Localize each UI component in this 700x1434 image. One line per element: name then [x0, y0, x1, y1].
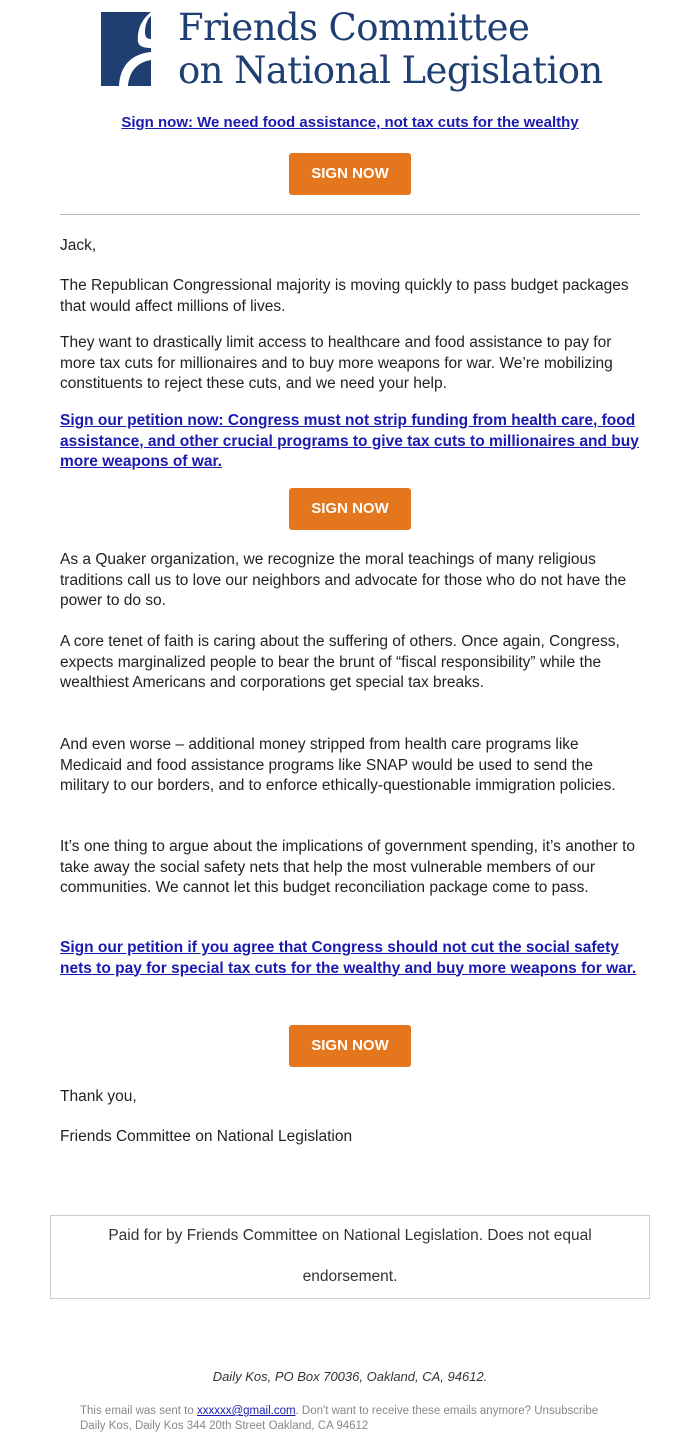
paragraph-2: They want to drastically limit access to healthcare and food assistance to pay for more tax cuts for millionaires and to buy more weapons for war. We’re mobilizing constituents to reject these cuts, and we need your help.: [60, 334, 613, 392]
paragraph-1: The Republican Congressional majority is moving quickly to pass budget packages that would affect millions of lives.: [60, 277, 629, 315]
disclaimer-line-1: Paid for by Friends Committee on National Legislation. Does not equal: [108, 1227, 592, 1244]
sign-now-button-1[interactable]: SIGN NOW: [289, 153, 411, 195]
mailing-address: Daily Kos, PO Box 70036, Oakland, CA, 94612.: [212, 1369, 488, 1384]
disclaimer-line-2: endorsement.: [302, 1268, 398, 1285]
sign-now-button-3[interactable]: SIGN NOW: [289, 1025, 411, 1067]
email-footer: [80, 1404, 680, 1434]
recipient-email-link[interactable]: xxxxxx@gmail.com: [196, 1405, 296, 1417]
paragraph-6: It’s one thing to argue about the implications of government spending, it’s another to take away the social safety nets that help the most vulnerable members of our communities. We cannot let this budget reconciliation package come to pass.: [60, 838, 636, 896]
footer-line-2: Daily Kos, Daily Kos 344 20th Street Oakland, CA 94612: [80, 1420, 369, 1432]
sign-now-button-2[interactable]: SIGN NOW: [289, 488, 411, 530]
divider: [60, 214, 640, 215]
paragraph-5: And even worse – additional money stripped from health care programs like Medicaid and food assistance programs like SNAP would be used to send the military to our borders, and to enforce ethically-questionable immigration policies.: [60, 736, 616, 794]
logo-wordmark: [178, 6, 603, 92]
petition-link-2[interactable]: Sign our petition if you agree that Congress should not cut the social safety nets to pay for special tax cuts for the wealthy and buy more weapons for war.: [60, 939, 637, 977]
logo-line-1: Friends Committee: [178, 6, 530, 49]
fcnl-logo-mark-icon: [101, 12, 151, 86]
footer-unsubscribe-text[interactable]: . Don't want to receive these emails anymore? Unsubscribe: [295, 1405, 599, 1417]
greeting: Jack,: [60, 237, 97, 254]
top-sign-link[interactable]: Sign now: We need food assistance, not tax cuts for the wealthy: [121, 114, 579, 131]
footer-line-1: [80, 1404, 680, 1419]
top-link-container: [0, 114, 700, 131]
petition-link-1-container: [60, 411, 640, 473]
petition-link-2-container: [60, 938, 640, 979]
petition-link-1[interactable]: Sign our petition now: Congress must not strip funding from health care, food assistance, and other crucial programs to give tax cuts to millionaires and buy more weapons of war.: [60, 412, 639, 470]
footer-sent-to: This email was sent to: [80, 1405, 197, 1417]
signature: Friends Committee on National Legislation: [60, 1128, 353, 1145]
paragraph-3: As a Quaker organization, we recognize the moral teachings of many religious traditions call us to love our neighbors and advocate for those who do not have the power to do so.: [60, 551, 627, 609]
paid-for-disclaimer: [50, 1215, 650, 1299]
closing: Thank you,: [60, 1088, 137, 1105]
fcnl-logo[interactable]: [100, 6, 620, 100]
logo-line-2: on National Legislation: [178, 49, 603, 92]
paragraph-4: A core tenet of faith is caring about the suffering of others. Once again, Congress, expects marginalized people to bear the brunt of “fiscal responsibility” while the wealthiest Americans and corporations get special tax breaks.: [60, 633, 620, 691]
